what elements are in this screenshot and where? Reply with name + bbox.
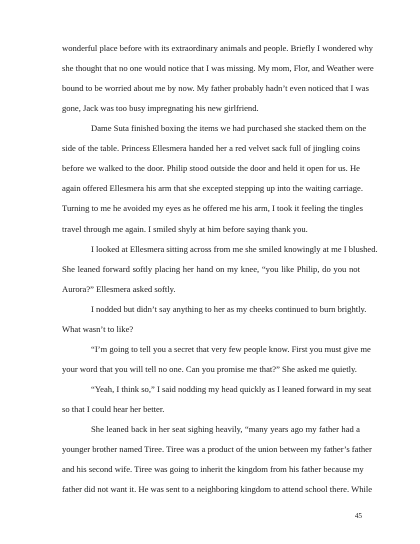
text-line: Aurora?” Ellesmera asked softly. — [62, 283, 176, 294]
text-line: bound to be worried about me by now. My father probably hadn’t even noticed that I was — [62, 83, 369, 94]
text-line: younger brother named Tiree. Tiree was a product of the union between my father’s father — [62, 444, 372, 454]
text-line: travel through me again. I smiled shyly at him before saying thank you. — [62, 223, 308, 234]
page-number: 45 — [354, 512, 362, 520]
text-line: side of the table. Princess Ellesmera handed her a red velvet sack full of jingling coins — [62, 143, 360, 154]
text-line: I looked at Ellesmera sitting across from me she smiled knowingly at me I blushed. — [91, 243, 378, 254]
text-line: wonderful place before with its extraordinary animals and people. Briefly I wondered why — [62, 43, 373, 53]
text-line: I nodded but didn’t say anything to her as my cheeks continued to burn brightly. — [91, 303, 367, 314]
text-line: She leaned back in her seat sighing heavily, “many years ago my father had a — [91, 423, 360, 434]
text-line: She leaned forward softly placing her hand on my knee, “you like Philip, do you not — [62, 263, 360, 274]
text-line: and his second wife. Tiree was going to inherit the kingdom from his father because my — [62, 464, 364, 475]
text-line: again offered Ellesmera his arm that she excepted stepping up into the waiting carriage. — [62, 183, 363, 194]
text-line: gone, Jack was too busy impregnating his new girlfriend. — [62, 103, 259, 114]
text-line: “I’m going to tell you a secret that very few people know. First you must give me — [91, 343, 371, 354]
text-line: “Yeah, I think so,” I said nodding my head quickly as I leaned forward in my seat — [91, 383, 372, 394]
text-line: so that I could hear her better. — [62, 403, 165, 414]
text-line: Turning to me he avoided my eyes as he offered me his arm, I took it feeling the tingles — [62, 203, 363, 214]
text-line: she thought that no one would notice that I was missing. My mom, Flor, and Weather were — [62, 63, 374, 73]
text-line: What wasn’t to like? — [62, 323, 134, 334]
text-line: your word that you will tell no one. Can you promise me that?” She asked me quietly. — [62, 363, 357, 374]
text-line: father did not want it. He was sent to a neighboring kingdom to attend school there. While — [62, 484, 373, 495]
text-line: Dame Suta finished boxing the items we had purchased she stacked them on the — [91, 123, 367, 134]
text-line: before we walked to the door. Philip stood outside the door and held it open for us. He — [62, 163, 360, 174]
